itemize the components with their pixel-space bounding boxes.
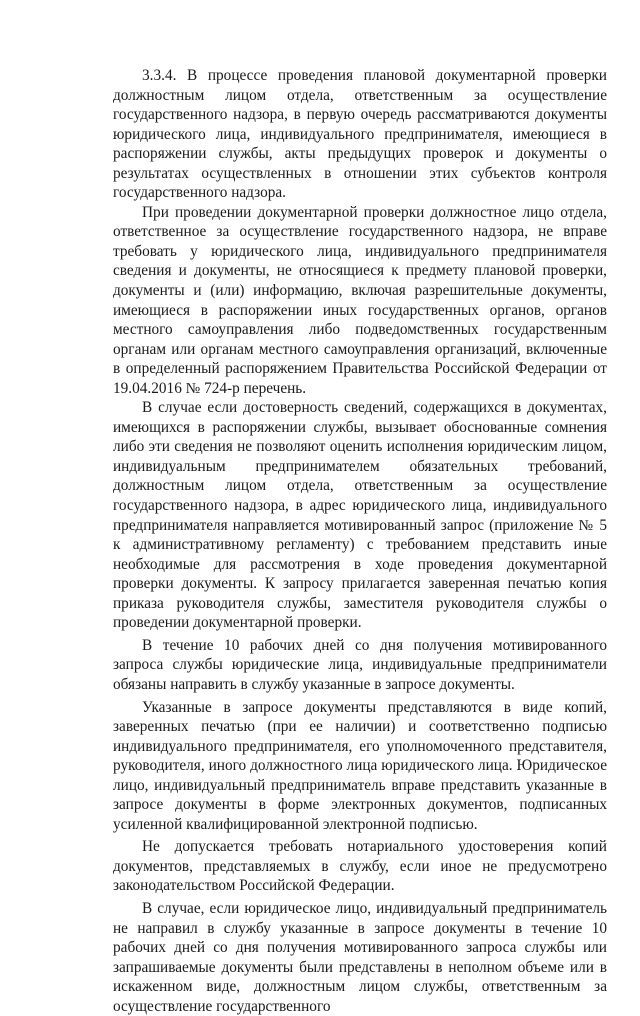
- paragraph-3-3-4: 3.3.4. В процессе проведения плановой документарной проверки должностным лицом отдела, ответственным за осуществление государственного надзора, в первую очередь рассматриваются документы юридического лица, индивидуального предпринимателя, имеющиеся в распоряжении службы, акты предыдущих проверок и документы о результатах осуществленных в отношении этих субъектов контроля государственного надзора.: [113, 67, 607, 202]
- paragraph-failure-to-submit: В случае, если юридическое лицо, индивидуальный предприниматель не направил в службу указанные в запросе документы в течение 10 рабочих дней со дня получения мотивированного запроса службы или запрашиваемые документы были представлены в неполном объеме или в искаженном виде, должностным лицом службы, ответственным за осуществление государственного: [113, 899, 607, 1015]
- paragraph-document-copies: Указанные в запросе документы представляются в виде копий, заверенных печатью (при ее наличии) и соответственно подписью индивидуального предпринимателя, его уполномоченного представителя, руководителя, иного должностного лица юридического лица. Юридическое лицо, индивидуальный предприниматель вправе представить указанные в запросе документы в форме электронных документов, подписанных усиленной квалифицированной электронной подписью.: [113, 698, 607, 833]
- paragraph-no-notarization: Не допускается требовать нотариального удостоверения копий документов, представляемых в службу, если иное не предусмотрено законодательством Российской Федерации.: [113, 838, 607, 895]
- paragraph-ten-working-days: В течение 10 рабочих дней со дня получения мотивированного запроса службы юридические лица, индивидуальные предприниматели обязаны направить в службу указанные в запросе документы.: [113, 636, 607, 693]
- document-body: [113, 66, 607, 1016]
- paragraph-motivated-request: В случае если достоверность сведений, содержащихся в документах, имеющихся в распоряжении службы, вызывает обоснованные сомнения либо эти сведения не позволяют оценить исполнения юридическим лицом, индивидуальным предпринимателем обязательных требований, должностным лицом отдела, ответственным за осуществление государственного надзора, в адрес юридического лица, индивидуального предпринимателя направляется мотивированный запрос (приложение № 5 к административному регламенту) с требованием представить иные необходимые для рассмотрения в ходе проведения документарной проверки документы. К запросу прилагается заверенная печатью копия приказа руководителя службы, заместителя руководителя службы о проведении документарной проверки.: [113, 399, 607, 632]
- paragraph-documentary-check-restrictions: При проведении документарной проверки должностное лицо отдела, ответственное за осуществление государственного надзора, не вправе требовать у юридического лица, индивидуального предпринимателя сведения и документы, не относящиеся к предмету плановой проверки, документы и (или) информацию, включая разрешительные документы, имеющиеся в распоряжении иных государственных органов, органов местного самоуправления либо подведомственных государственным органам или органам местного самоуправления организаций, включенные в определенный распоряжением Правительства Российской Федерации от 19.04.2016 № 724-р перечень.: [113, 203, 607, 397]
